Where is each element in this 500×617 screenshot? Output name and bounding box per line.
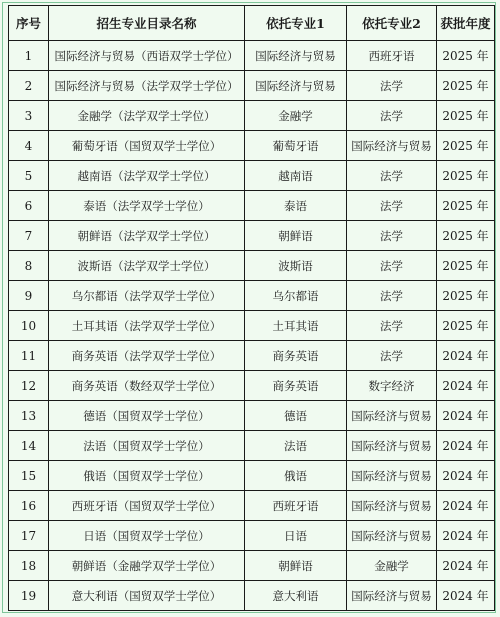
cell-approval-year: 2025 年 [437,191,495,221]
cell-index: 16 [9,491,49,521]
cell-index: 3 [9,101,49,131]
cell-index: 10 [9,311,49,341]
table-row [9,371,495,401]
cell-approval-year: 2025 年 [437,41,495,71]
table-row [9,401,495,431]
cell-major-2: 法学 [347,221,437,251]
header-index: 序号 [9,6,49,41]
cell-major-1: 泰语 [245,191,347,221]
cell-major-2: 法学 [347,161,437,191]
cell-approval-year: 2024 年 [437,521,495,551]
cell-major-1: 国际经济与贸易 [245,41,347,71]
cell-major-2: 法学 [347,341,437,371]
cell-approval-year: 2025 年 [437,251,495,281]
cell-index: 12 [9,371,49,401]
cell-approval-year: 2024 年 [437,431,495,461]
cell-index: 5 [9,161,49,191]
cell-index: 11 [9,341,49,371]
cell-approval-year: 2024 年 [437,461,495,491]
cell-approval-year: 2024 年 [437,581,495,611]
table-row [9,131,495,161]
cell-major-2: 国际经济与贸易 [347,521,437,551]
cell-program-name: 法语（国贸双学士学位） [49,431,245,461]
cell-program-name: 商务英语（法学双学士学位） [49,341,245,371]
cell-index: 19 [9,581,49,611]
cell-major-1: 土耳其语 [245,311,347,341]
cell-approval-year: 2025 年 [437,101,495,131]
cell-major-1: 俄语 [245,461,347,491]
cell-major-2: 国际经济与贸易 [347,431,437,461]
header-program-name: 招生专业目录名称 [49,6,245,41]
cell-major-2: 法学 [347,191,437,221]
cell-program-name: 朝鲜语（法学双学士学位） [49,221,245,251]
cell-index: 18 [9,551,49,581]
cell-index: 13 [9,401,49,431]
table-row [9,491,495,521]
cell-major-2: 法学 [347,71,437,101]
table-row [9,521,495,551]
cell-major-2: 法学 [347,281,437,311]
cell-program-name: 意大利语（国贸双学士学位） [49,581,245,611]
table-row [9,191,495,221]
cell-approval-year: 2024 年 [437,341,495,371]
table-row [9,251,495,281]
cell-approval-year: 2025 年 [437,281,495,311]
cell-major-2: 法学 [347,311,437,341]
table-row [9,41,495,71]
cell-index: 2 [9,71,49,101]
cell-index: 1 [9,41,49,71]
cell-major-1: 法语 [245,431,347,461]
cell-major-2: 数字经济 [347,371,437,401]
cell-program-name: 乌尔都语（法学双学士学位） [49,281,245,311]
cell-major-1: 商务英语 [245,341,347,371]
cell-approval-year: 2025 年 [437,161,495,191]
cell-major-2: 西班牙语 [347,41,437,71]
table-row [9,71,495,101]
cell-approval-year: 2024 年 [437,491,495,521]
cell-index: 14 [9,431,49,461]
cell-major-1: 日语 [245,521,347,551]
cell-program-name: 俄语（国贸双学士学位） [49,461,245,491]
header-major-2: 依托专业2 [347,6,437,41]
table-row [9,311,495,341]
cell-major-1: 乌尔都语 [245,281,347,311]
cell-program-name: 金融学（法学双学士学位） [49,101,245,131]
cell-major-2: 国际经济与贸易 [347,491,437,521]
cell-approval-year: 2024 年 [437,551,495,581]
cell-index: 4 [9,131,49,161]
cell-index: 8 [9,251,49,281]
cell-major-1: 意大利语 [245,581,347,611]
cell-index: 15 [9,461,49,491]
cell-program-name: 波斯语（法学双学士学位） [49,251,245,281]
cell-program-name: 商务英语（数经双学士学位） [49,371,245,401]
cell-major-2: 国际经济与贸易 [347,401,437,431]
cell-approval-year: 2024 年 [437,371,495,401]
cell-index: 6 [9,191,49,221]
cell-approval-year: 2025 年 [437,131,495,161]
cell-major-1: 金融学 [245,101,347,131]
cell-approval-year: 2025 年 [437,71,495,101]
cell-program-name: 西班牙语（国贸双学士学位） [49,491,245,521]
cell-major-1: 德语 [245,401,347,431]
cell-major-1: 越南语 [245,161,347,191]
table-row [9,221,495,251]
cell-major-2: 国际经济与贸易 [347,461,437,491]
header-approval-year: 获批年度 [437,6,495,41]
table-row [9,431,495,461]
program-table [8,5,495,611]
table-row [9,101,495,131]
cell-program-name: 国际经济与贸易（西语双学士学位） [49,41,245,71]
table-row [9,581,495,611]
cell-index: 9 [9,281,49,311]
table-row [9,461,495,491]
cell-program-name: 越南语（法学双学士学位） [49,161,245,191]
cell-approval-year: 2025 年 [437,221,495,251]
cell-program-name: 国际经济与贸易（法学双学士学位） [49,71,245,101]
cell-major-1: 朝鲜语 [245,221,347,251]
cell-major-1: 葡萄牙语 [245,131,347,161]
cell-major-2: 国际经济与贸易 [347,131,437,161]
cell-major-2: 金融学 [347,551,437,581]
cell-index: 17 [9,521,49,551]
cell-program-name: 德语（国贸双学士学位） [49,401,245,431]
cell-major-1: 商务英语 [245,371,347,401]
cell-program-name: 土耳其语（法学双学士学位） [49,311,245,341]
cell-program-name: 泰语（法学双学士学位） [49,191,245,221]
table-row [9,341,495,371]
cell-major-2: 法学 [347,101,437,131]
header-row [9,6,495,41]
header-major-1: 依托专业1 [245,6,347,41]
cell-program-name: 葡萄牙语（国贸双学士学位） [49,131,245,161]
cell-approval-year: 2024 年 [437,401,495,431]
table-row [9,161,495,191]
table-row [9,281,495,311]
cell-major-1: 朝鲜语 [245,551,347,581]
cell-major-1: 波斯语 [245,251,347,281]
cell-major-2: 国际经济与贸易 [347,581,437,611]
table-row [9,551,495,581]
cell-program-name: 朝鲜语（金融学双学士学位） [49,551,245,581]
cell-approval-year: 2025 年 [437,311,495,341]
cell-major-1: 国际经济与贸易 [245,71,347,101]
cell-index: 7 [9,221,49,251]
cell-program-name: 日语（国贸双学士学位） [49,521,245,551]
cell-major-1: 西班牙语 [245,491,347,521]
cell-major-2: 法学 [347,251,437,281]
